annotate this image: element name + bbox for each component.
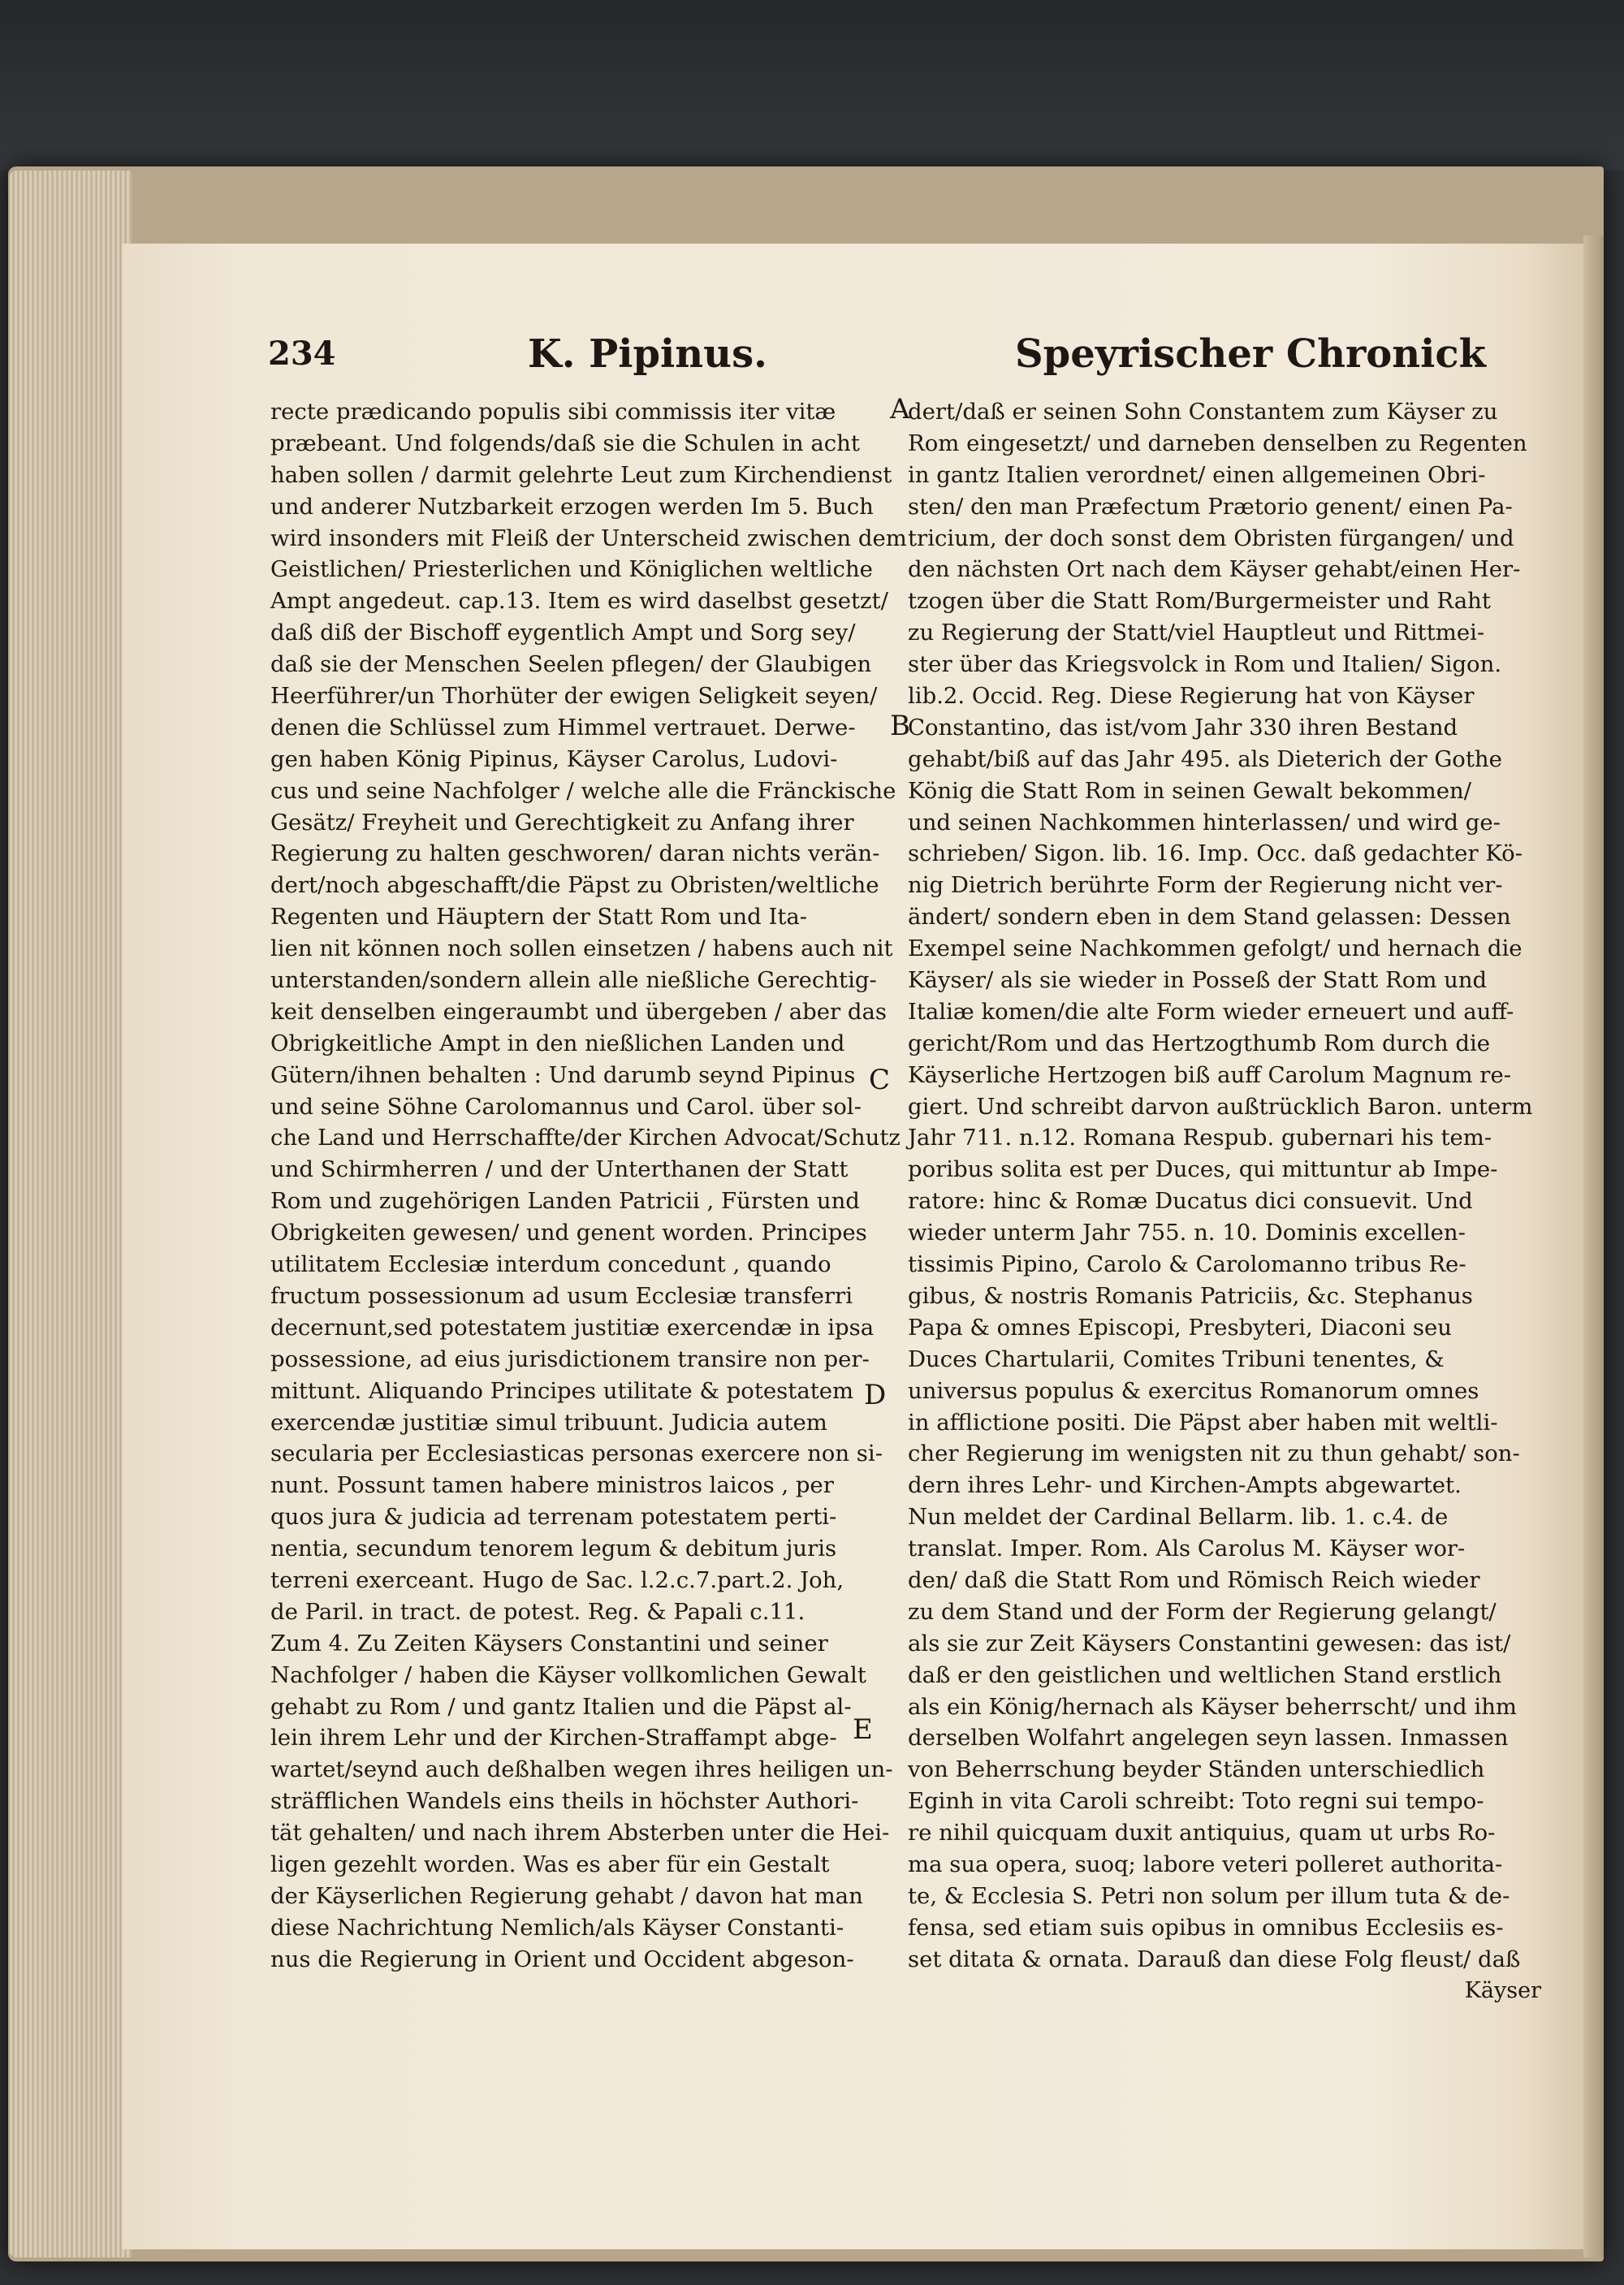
text-line: tissimis Pipino, Carolo & Carolomanno tribus Re- [908, 1251, 1466, 1278]
text-line: Papa & omnes Episcopi, Presbyteri, Diaconi seu [908, 1314, 1452, 1341]
text-line: ändert/ sondern eben in dem Stand gelassen: Dessen [908, 904, 1511, 931]
text-line: Heerführer/un Thorhüter der ewigen Seligkeit seyen/ [270, 683, 878, 710]
text-line: und anderer Nutzbarkeit erzogen werden Im 5. Buch [270, 493, 874, 520]
text-line: in gantz Italien verordnet/ einen allgemeinen Obri- [908, 461, 1486, 488]
running-title-left: K. Pipinus. [528, 331, 767, 377]
text-line: exercendæ justitiæ simul tribuunt. Judicia autem [270, 1409, 827, 1436]
text-line: König die Statt Rom in seinen Gewalt bekommen/ [908, 777, 1471, 804]
text-line: Obrigkeiten gewesen/ und genent worden. Principes [270, 1220, 867, 1246]
text-line: nentia, secundum tenorem legum & debitum juris [270, 1536, 837, 1562]
text-line: Duces Chartularii, Comites Tribuni tenentes, & [908, 1346, 1445, 1372]
text-line: possessione, ad eius jurisdictionem transire non per- [270, 1346, 870, 1372]
text-line: Käyserliche Hertzogen biß auff Carolum Magnum re- [908, 1061, 1512, 1088]
margin-letter-b: B [890, 710, 910, 742]
text-line: haben sollen / darmit gelehrte Leut zum Kirchendienst [270, 461, 892, 488]
background-top [0, 0, 1624, 171]
text-line: translat. Imper. Rom. Als Carolus M. Käyser wor- [908, 1536, 1466, 1562]
text-line: secularia per Ecclesiasticas personas exercere non si- [270, 1441, 883, 1467]
text-line: nus die Regierung in Orient und Occident abgeson- [270, 1946, 854, 1972]
right-column [908, 396, 1574, 2003]
text-line: schrieben/ Sigon. lib. 16. Imp. Occ. daß gedachter Kö- [908, 840, 1523, 867]
text-line: derselben Wolfahrt angelegen seyn lassen. Inmassen [908, 1725, 1509, 1752]
text-line: und Schirmherren / und der Unterthanen der Statt [270, 1156, 849, 1183]
text-line: Ampt angedeut. cap.13. Item es wird daselbst gesetzt/ [270, 588, 888, 615]
text-line: utilitatem Ecclesiæ interdum concedunt , quando [270, 1251, 831, 1278]
text-line: dern ihres Lehr- und Kirchen-Ampts abgewartet. [908, 1472, 1462, 1499]
text-line: Constantino, das ist/vom Jahr 330 ihren Bestand [908, 714, 1458, 741]
text-line: mittunt. Aliquando Principes utilitate & potestatem [270, 1377, 854, 1404]
text-line: giert. Und schreibt darvon außtrücklich Baron. unterm [908, 1093, 1533, 1120]
text-line: diese Nachrichtung Nemlich/als Käyser Constanti- [270, 1914, 844, 1941]
text-line: keit denselben eingeraumbt und übergeben / aber das [270, 998, 888, 1025]
text-line: unterstanden/sondern allein alle nießliche Gerechtig- [270, 967, 877, 994]
text-line: ratore: hinc & Romæ Ducatus dici consuevit. Und [908, 1188, 1473, 1215]
text-line: dert/daß er seinen Sohn Constantem zum Käyser zu [908, 399, 1498, 425]
page-number: 234 [268, 335, 336, 373]
text-line: wieder unterm Jahr 755. n. 10. Dominis excellen- [908, 1220, 1466, 1246]
text-line: als ein König/hernach als Käyser beherrscht/ und ihm [908, 1693, 1517, 1720]
text-line: tricium, der doch sonst dem Obristen fürgangen/ und [908, 525, 1514, 551]
text-line: Italiæ komen/die alte Form wieder erneuert und auff- [908, 998, 1514, 1025]
text-line: fensa, sed etiam suis opibus in omnibus Ecclesiis es- [908, 1914, 1504, 1941]
text-line: daß diß der Bischoff eygentlich Ampt und Sorg sey/ [270, 620, 856, 646]
text-line: und seine Söhne Carolomannus und Carol. über sol- [270, 1093, 862, 1120]
text-line: und seinen Nachkommen hinterlassen/ und wird ge- [908, 809, 1501, 836]
margin-letter-d: D [864, 1379, 887, 1411]
text-line: den nächsten Ort nach dem Käyser gehabt/einen Her- [908, 556, 1521, 583]
text-line: als sie zur Zeit Käysers Constantini gewesen: das ist/ [908, 1630, 1511, 1657]
text-line: Eginh in vita Caroli schreibt: Toto regni sui tempo- [908, 1788, 1484, 1815]
text-line: Rom und zugehörigen Landen Patricii , Fürsten und [270, 1188, 860, 1215]
text-line: von Beherrschung beyder Ständen unterschiedlich [908, 1756, 1485, 1783]
text-line: nig Dietrich berührte Form der Regierung nicht ver- [908, 872, 1503, 899]
text-line: tät gehalten/ und nach ihrem Absterben unter die Hei- [270, 1820, 890, 1847]
text-line: zu Regierung der Statt/viel Hauptleut und Rittmei- [908, 620, 1485, 646]
text-line: lien nit können noch sollen einsetzen / habens auch nit [270, 935, 893, 962]
text-line: te, & Ecclesia S. Petri non solum per illum tuta & de- [908, 1882, 1510, 1909]
text-line: re nihil quicquam duxit antiquius, quam ut urbs Ro- [908, 1820, 1496, 1847]
text-line: Regierung zu halten geschworen/ daran nichts verän- [270, 840, 880, 867]
text-line: universus populus & exercitus Romanorum omnes [908, 1377, 1479, 1404]
text-line: poribus solita est per Duces, qui mittuntur ab Impe- [908, 1156, 1498, 1183]
text-line: Gütern/ihnen behalten : Und darumb seynd Pipinus [270, 1061, 856, 1088]
text-line: Obrigkeitliche Ampt in den nießlichen Landen und [270, 1030, 845, 1056]
margin-letter-a: A [890, 393, 910, 425]
text-line: Käyser/ als sie wieder in Posseß der Statt Rom und [908, 967, 1488, 994]
text-line: der Käyserlichen Regierung gehabt / davon hat man [270, 1882, 863, 1909]
text-line: decernunt,sed potestatem justitiæ exercendæ in ipsa [270, 1314, 875, 1341]
text-line: recte prædicando populis sibi commissis iter vitæ [270, 399, 836, 425]
right-page-edge [1583, 235, 1604, 2257]
text-line: ligen gezehlt worden. Was es aber für ein Gestalt [270, 1851, 830, 1877]
text-line: gibus, & nostris Romanis Patriciis, &c. Stephanus [908, 1282, 1473, 1309]
text-line: gen haben König Pipinus, Käyser Carolus, Ludovi- [270, 745, 838, 772]
text-line: lib.2. Occid. Reg. Diese Regierung hat von Käyser [908, 683, 1475, 710]
text-line: terreni exerceant. Hugo de Sac. l.2.c.7.part.2. Joh, [270, 1566, 844, 1593]
text-line: zu dem Stand und der Form der Regierung gelangt/ [908, 1598, 1497, 1625]
text-line: tzogen über die Statt Rom/Burgermeister und Raht [908, 588, 1491, 615]
text-line: daß er den geistlichen und weltlichen Stand erstlich [908, 1661, 1502, 1688]
catchword: Käyser [1464, 1978, 1541, 2003]
text-line: Nachfolger / haben die Käyser vollkomlichen Gewalt [270, 1661, 866, 1688]
text-line: Nun meldet der Cardinal Bellarm. lib. 1. c.4. de [908, 1504, 1449, 1531]
text-line: Zum 4. Zu Zeiten Käysers Constantini und seiner [270, 1630, 828, 1657]
text-line: set ditata & ornata. Darauß dan diese Folg fleust/ daß [908, 1946, 1521, 1972]
text-line: de Paril. in tract. de potest. Reg. & Papali c.11. [270, 1598, 806, 1625]
text-line: daß sie der Menschen Seelen pflegen/ der Glaubigen [270, 651, 872, 678]
text-line: gehabt zu Rom / und gantz Italien und die Päpst al- [270, 1693, 852, 1720]
text-line: Exempel seine Nachkommen gefolgt/ und hernach die [908, 935, 1522, 962]
text-line: den/ daß die Statt Rom und Römisch Reich wieder [908, 1566, 1480, 1593]
text-line: fructum possessionum ad usum Ecclesiæ transferri [270, 1282, 853, 1309]
text-line: præbeant. Und folgends/daß sie die Schulen in acht [270, 430, 860, 456]
text-line: gericht/Rom und das Hertzogthumb Rom durch die [908, 1030, 1491, 1056]
text-line: gehabt/biß auf das Jahr 495. als Dieterich der Gothe [908, 745, 1502, 772]
text-line: ster über das Kriegsvolck in Rom und Italien/ Sigon. [908, 651, 1502, 678]
text-line: sträfflichen Wandels eins theils in höchster Authori- [270, 1788, 859, 1815]
text-line: Rom eingesetzt/ und darneben denselben zu Regenten [908, 430, 1527, 456]
text-line: nunt. Possunt tamen habere ministros laicos , per [270, 1472, 834, 1499]
text-line: Gesätz/ Freyheit und Gerechtigkeit zu Anfang ihrer [270, 809, 854, 836]
running-title-right: Speyrischer Chronick [1015, 331, 1486, 377]
text-line: Jahr 711. n.12. Romana Respub. gubernari his tem- [908, 1125, 1492, 1151]
text-line: in afflictione positi. Die Päpst aber haben mit weltli- [908, 1409, 1498, 1436]
left-column [270, 396, 985, 1976]
book-page [122, 244, 1583, 2249]
text-line: cus und seine Nachfolger / welche alle die Fränckische [270, 777, 896, 804]
text-line: dert/noch abgeschafft/die Päpst zu Obristen/weltliche [270, 872, 879, 899]
text-line: wird insonders mit Fleiß der Unterscheid zwischen dem [270, 525, 907, 551]
margin-letter-c: C [869, 1064, 891, 1096]
margin-letter-e: E [853, 1713, 873, 1746]
text-line: wartet/seynd auch deßhalben wegen ihres heiligen un- [270, 1756, 893, 1783]
text-line: quos jura & judicia ad terrenam potestatem perti- [270, 1504, 837, 1531]
text-line: che Land und Herrschaffte/der Kirchen Advocat/Schutz [270, 1125, 901, 1151]
text-line: denen die Schlüssel zum Himmel vertrauet. Derwe- [270, 714, 856, 741]
text-line: lein ihrem Lehr und der Kirchen-Straffampt abge- [270, 1725, 837, 1752]
text-line: Regenten und Häuptern der Statt Rom und Ita- [270, 904, 808, 931]
text-line: Geistlichen/ Priesterlichen und Königlichen weltliche [270, 556, 873, 583]
text-line: ma sua opera, suoq; labore veteri polleret authorita- [908, 1851, 1503, 1877]
text-line: cher Regierung im wenigsten nit zu thun gehabt/ son- [908, 1441, 1520, 1467]
text-line: sten/ den man Præfectum Prætorio genent/ einen Pa- [908, 493, 1513, 520]
page-edges [10, 171, 132, 2257]
